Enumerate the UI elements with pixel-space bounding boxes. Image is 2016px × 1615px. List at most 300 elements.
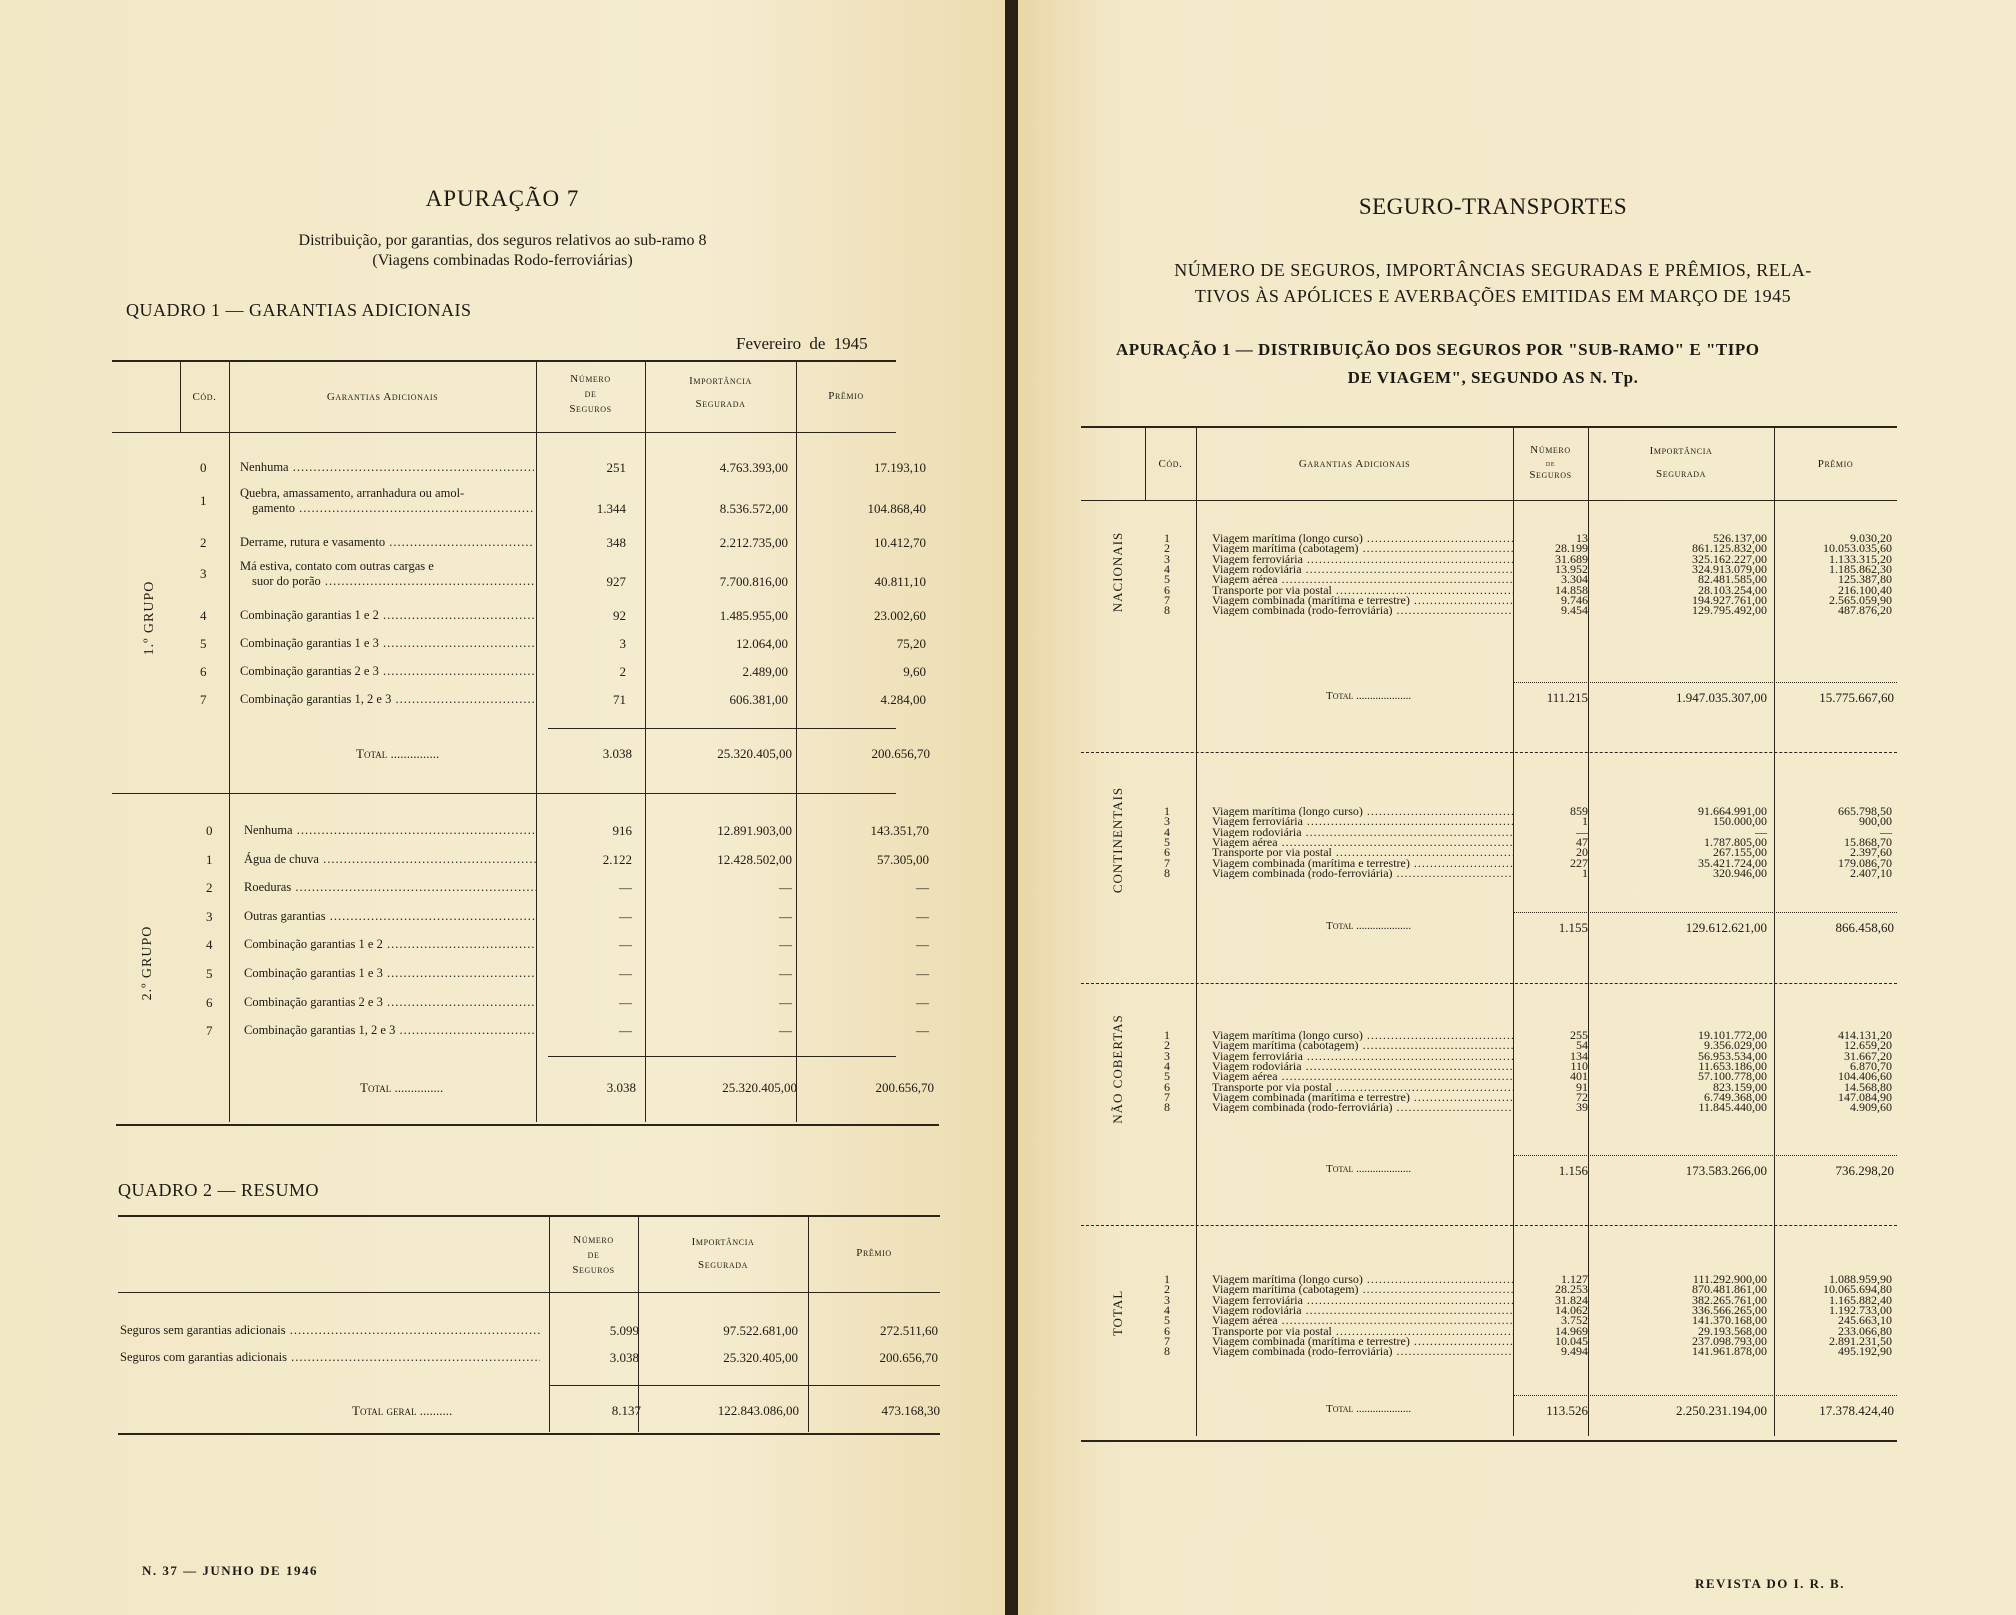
section-row-importancia: 9.356.029,00 xyxy=(1704,1038,1767,1052)
section-row-importancia: 141.370.168,00 xyxy=(1692,1313,1767,1327)
section-row-premio: 216.100,40 xyxy=(1838,583,1892,597)
grupo2-total-importancia: 25.320.405,00 xyxy=(722,1080,797,1095)
section-row-desc: Transporte por via postal ..... xyxy=(1212,585,1513,596)
table-row-desc: Nenhuma ..... xyxy=(240,460,534,475)
section-total-numero: 1.156 xyxy=(1558,1163,1588,1178)
table-row-desc: Outras garantias ..... xyxy=(244,909,536,924)
section-row-importancia: 267.155,00 xyxy=(1713,845,1767,859)
section-row-numero: 859 xyxy=(1570,804,1588,818)
table-row-numero: 927 xyxy=(606,574,626,589)
section-total-numero: 111.215 xyxy=(1546,690,1588,705)
section-row-desc: Viagem ferroviária ..... xyxy=(1212,1051,1513,1062)
section-row-importancia: 29.193.568,00 xyxy=(1698,1324,1767,1338)
seguro-title: SEGURO-TRANSPORTES xyxy=(1358,194,1628,219)
section-row-importancia: 57.100.778,00 xyxy=(1698,1069,1767,1083)
resumo-total-numero: 8.137 xyxy=(611,1403,641,1418)
section-row-importancia: 111.292.900,00 xyxy=(1692,1272,1767,1286)
resumo-row-premio: 200.656,70 xyxy=(879,1350,938,1365)
table-row-cod: 7 xyxy=(200,692,207,707)
subtitle-line1: Distribuição, por garantias, dos seguros relativos ao sub-ramo 8 xyxy=(298,232,707,249)
resumo-row-numero: 5.099 xyxy=(609,1323,639,1338)
section-label: NÃO COBERTAS xyxy=(1110,1014,1125,1124)
left-page xyxy=(0,0,1005,1615)
section-row-importancia: 526.137,00 xyxy=(1713,531,1767,545)
section-row-premio: 495.192,90 xyxy=(1838,1344,1892,1358)
table-row-numero: 2 xyxy=(619,664,626,679)
section-row-importancia: 6.749.368,00 xyxy=(1704,1090,1767,1104)
section-row-numero: 1.127 xyxy=(1561,1272,1588,1286)
section-row-cod: 3 xyxy=(1164,1049,1170,1063)
table-row-numero: — xyxy=(619,937,632,952)
resumo-total-label: Total geral .......... xyxy=(352,1403,453,1418)
grupo2-label: 2.º GRUPO xyxy=(140,925,155,1001)
section-row-importancia: 870.481.861,00 xyxy=(1692,1282,1767,1296)
table-row-numero: — xyxy=(619,995,632,1010)
table-row-desc: Combinação garantias 2 e 3 ..... xyxy=(240,664,534,679)
table-row-importancia: — xyxy=(779,995,792,1010)
section-row-numero: 3.752 xyxy=(1561,1313,1588,1327)
section-row-premio: 15.868,70 xyxy=(1844,835,1892,849)
section-row-cod: 8 xyxy=(1164,866,1170,880)
section-row-desc: Viagem combinada (marítima e terrestre) ..... xyxy=(1212,858,1513,869)
section-row-desc: Viagem combinada (rodo-ferroviária) ..... xyxy=(1212,1102,1513,1113)
section-row-desc: Viagem rodoviária ..... xyxy=(1212,564,1513,575)
col-header-premio: Prêmio xyxy=(828,390,864,402)
section-row-desc: Viagem ferroviária ..... xyxy=(1212,1295,1513,1306)
resumo-header-premio: Prêmio xyxy=(856,1247,892,1259)
grupo1-total-importancia: 25.320.405,00 xyxy=(717,746,792,761)
section-row-desc: Viagem marítima (cabotagem) ..... xyxy=(1212,1284,1513,1295)
section-row-numero: 9.494 xyxy=(1561,1344,1588,1358)
table-row-desc: Quebra, amassamento, arranhadura ou amol- xyxy=(240,486,465,500)
table-row-cod: 4 xyxy=(200,608,207,623)
section-row-numero: 31.689 xyxy=(1555,552,1588,566)
section-row-premio: 14.568,80 xyxy=(1844,1080,1892,1094)
section-row-importancia: 336.566.265,00 xyxy=(1692,1303,1767,1317)
table-row-desc-cont: suor do porão ..... xyxy=(252,574,534,589)
section-row-premio: 233.066,80 xyxy=(1838,1324,1892,1338)
section-row-cod: 5 xyxy=(1164,1069,1170,1083)
section-row-numero: 54 xyxy=(1576,1038,1588,1052)
right-col-header-cod: Cód. xyxy=(1158,458,1183,470)
left-footer: N. 37 — JUNHO DE 1946 xyxy=(142,1563,318,1578)
section-row-numero: 401 xyxy=(1570,1069,1588,1083)
section-row-desc: Viagem combinada (marítima e terrestre) ..... xyxy=(1212,595,1513,606)
section-row-cod: 8 xyxy=(1164,1100,1170,1114)
section-row-importancia: — xyxy=(1755,825,1767,839)
section-row-importancia: 324.913.079,00 xyxy=(1692,562,1767,576)
section-row-cod: 6 xyxy=(1164,1080,1170,1094)
table-row-desc-cont: gamento ..... xyxy=(252,501,534,516)
section-total-importancia: 129.612.621,00 xyxy=(1685,920,1767,935)
section-row-importancia: 320.946,00 xyxy=(1713,866,1767,880)
right-page xyxy=(1018,0,2016,1615)
col-header-cod: Cód. xyxy=(192,391,217,403)
section-row-importancia: 56.953.534,00 xyxy=(1698,1049,1767,1063)
table-row-importancia: 2.212.735,00 xyxy=(719,535,788,550)
col-header-garantias: Garantias Adicionais xyxy=(326,391,439,403)
grupo2-total-label: Total ............... xyxy=(360,1080,444,1095)
section-row-premio: 665.798,50 xyxy=(1838,804,1892,818)
section-total-label: Total .................... xyxy=(1326,690,1412,702)
table-row-cod: 6 xyxy=(200,664,207,679)
section-row-cod: 1 xyxy=(1164,1028,1170,1042)
table-row-cod: 2 xyxy=(206,880,213,895)
section-row-cod: 5 xyxy=(1164,1313,1170,1327)
section-row-desc: Viagem ferroviária ..... xyxy=(1212,816,1513,827)
section-row-cod: 7 xyxy=(1164,593,1170,607)
table-row-cod: 0 xyxy=(206,823,213,838)
section-row-numero: 9.454 xyxy=(1561,603,1588,617)
section-row-importancia: 823.159,00 xyxy=(1713,1080,1767,1094)
table-row-importancia: 8.536.572,00 xyxy=(719,501,788,516)
grupo2-total-numero: 3.038 xyxy=(606,1080,636,1095)
section-row-numero: 255 xyxy=(1570,1028,1588,1042)
section-row-numero: 28.253 xyxy=(1555,1282,1588,1296)
section-row-numero: 13 xyxy=(1576,531,1588,545)
section-row-numero: 72 xyxy=(1576,1090,1588,1104)
table-row-desc: Água de chuva ..... xyxy=(244,852,536,867)
table-row-desc: Roeduras ..... xyxy=(244,880,536,895)
section-total-label: Total .................... xyxy=(1326,1403,1412,1415)
section-row-importancia: 82.481.585,00 xyxy=(1698,572,1767,586)
section-label: TOTAL xyxy=(1110,1290,1125,1337)
table-row-importancia: — xyxy=(779,937,792,952)
section-row-importancia: 325.162.227,00 xyxy=(1692,552,1767,566)
section-row-premio: 10.065.694,80 xyxy=(1823,1282,1892,1296)
resumo-row-importancia: 25.320.405,00 xyxy=(723,1350,798,1365)
section-row-numero: 9.746 xyxy=(1561,593,1588,607)
section-row-cod: 4 xyxy=(1164,562,1170,576)
table-row-importancia: 12.891.903,00 xyxy=(717,823,792,838)
table-row-importancia: — xyxy=(779,880,792,895)
section-row-importancia: 141.961.878,00 xyxy=(1692,1344,1767,1358)
section-row-premio: 125.387,80 xyxy=(1838,572,1892,586)
resumo-total-premio: 473.168,30 xyxy=(881,1403,940,1418)
section-row-desc: Transporte por via postal ..... xyxy=(1212,847,1513,858)
section-row-desc: Viagem combinada (rodo-ferroviária) ..... xyxy=(1212,868,1513,879)
table-row-importancia: 606.381,00 xyxy=(729,692,788,707)
section-row-premio: 12.659,20 xyxy=(1844,1038,1892,1052)
table-row-desc: Combinação garantias 1 e 3 ..... xyxy=(244,966,536,981)
table-row-cod: 6 xyxy=(206,995,213,1010)
table-row-premio: — xyxy=(916,909,929,924)
table-row-desc: Combinação garantias 2 e 3 ..... xyxy=(244,995,536,1010)
section-total-importancia: 1.947.035.307,00 xyxy=(1676,690,1767,705)
section-row-premio: 1.088.959,90 xyxy=(1829,1272,1892,1286)
table-row-numero: — xyxy=(619,1023,632,1038)
section-row-desc: Viagem aérea ..... xyxy=(1212,1071,1513,1082)
section-row-premio: 10.053.035,60 xyxy=(1823,541,1892,555)
table-row-importancia: 1.485.955,00 xyxy=(719,608,788,623)
section-row-numero: 227 xyxy=(1570,856,1588,870)
section-row-cod: 2 xyxy=(1164,1038,1170,1052)
grupo1-total-numero: 3.038 xyxy=(602,746,632,761)
section-total-premio: 736.298,20 xyxy=(1835,1163,1894,1178)
table-row-premio: — xyxy=(916,1023,929,1038)
section-row-premio: 4.909,60 xyxy=(1850,1100,1892,1114)
section-row-numero: 28.199 xyxy=(1555,541,1588,555)
section-row-desc: Viagem combinada (rodo-ferroviária) ..... xyxy=(1212,605,1513,616)
section-row-premio: 1.133.315,20 xyxy=(1829,552,1892,566)
period-label: Fevereiro de 1945 xyxy=(736,334,868,353)
resumo-row-desc: Seguros sem garantias adicionais ..... xyxy=(120,1323,540,1338)
resumo-row-numero: 3.038 xyxy=(609,1350,639,1365)
section-row-importancia: 35.421.724,00 xyxy=(1698,856,1767,870)
section-row-cod: 3 xyxy=(1164,1293,1170,1307)
section-row-desc: Transporte por via postal ..... xyxy=(1212,1082,1513,1093)
table-row-importancia: — xyxy=(779,909,792,924)
table-row-cod: 1 xyxy=(200,493,207,508)
table-row-cod: 0 xyxy=(200,460,207,475)
section-label: CONTINENTAIS xyxy=(1110,786,1125,894)
section-row-desc: Viagem aérea ..... xyxy=(1212,574,1513,585)
section-row-desc: Viagem marítima (longo curso) ..... xyxy=(1212,1030,1513,1041)
col-header-importancia: Importância Segurada xyxy=(689,375,752,410)
section-row-cod: 7 xyxy=(1164,1090,1170,1104)
section-row-numero: 110 xyxy=(1570,1059,1588,1073)
table-row-desc: Nenhuma ..... xyxy=(244,823,536,838)
section-row-cod: 4 xyxy=(1164,825,1170,839)
section-row-cod: 5 xyxy=(1164,572,1170,586)
section-row-numero: 14.858 xyxy=(1555,583,1588,597)
section-row-importancia: 11.653.186,00 xyxy=(1698,1059,1767,1073)
section-row-numero: 14.062 xyxy=(1555,1303,1588,1317)
section-row-importancia: 237.098.793,00 xyxy=(1692,1334,1767,1348)
section-row-desc: Viagem marítima (longo curso) ..... xyxy=(1212,806,1513,817)
section-row-cod: 2 xyxy=(1164,1282,1170,1296)
table-row-premio: — xyxy=(916,937,929,952)
table-row-desc: Derrame, rutura e vasamento ..... xyxy=(240,535,534,550)
section-row-numero: 20 xyxy=(1576,845,1588,859)
section-row-premio: 6.870,70 xyxy=(1850,1059,1892,1073)
table-row-premio: 4.284,00 xyxy=(880,692,926,707)
section-row-desc: Viagem marítima (longo curso) ..... xyxy=(1212,1274,1513,1285)
section-total-premio: 15.775.667,60 xyxy=(1819,690,1894,705)
right-subtitle-line1: NÚMERO DE SEGUROS, IMPORTÂNCIAS SEGURADAS E PRÊMIOS, RELA- xyxy=(1174,260,1812,280)
table-row-importancia: 12.064,00 xyxy=(736,636,788,651)
section-row-cod: 7 xyxy=(1164,856,1170,870)
table-row-premio: 104.868,40 xyxy=(867,501,926,516)
right-col-header-numero: Número de Seguros xyxy=(1529,444,1572,481)
section-label: NACIONAIS xyxy=(1110,531,1125,613)
section-row-premio: 179.086,70 xyxy=(1838,856,1892,870)
section-row-desc: Viagem ferroviária ..... xyxy=(1212,554,1513,565)
section-row-premio: 900,00 xyxy=(1859,814,1892,828)
table-row-numero: 251 xyxy=(606,460,626,475)
table-row-desc: Combinação garantias 1, 2 e 3 ..... xyxy=(244,1023,536,1038)
section-row-desc: Viagem rodoviária ..... xyxy=(1212,1061,1513,1072)
section-total-importancia: 173.583.266,00 xyxy=(1685,1163,1767,1178)
section-row-desc: Viagem aérea ..... xyxy=(1212,837,1513,848)
table-row-cod: 1 xyxy=(206,852,213,867)
right-col-header-importancia: Importância Segurada xyxy=(1649,445,1713,480)
section-row-premio: 2.397,60 xyxy=(1850,845,1892,859)
table-row-cod: 4 xyxy=(206,937,213,952)
table-row-numero: 3 xyxy=(619,636,626,651)
table-row-desc: Má estiva, contato com outras cargas e xyxy=(240,559,434,573)
section-row-premio: 1.192.733,00 xyxy=(1829,1303,1892,1317)
right-subtitle-line2: TIVOS ÀS APÓLICES E AVERBAÇÕES EMITIDAS EM MARÇO DE 1945 xyxy=(1194,286,1792,306)
section-row-cod: 7 xyxy=(1164,1334,1170,1348)
section-row-premio: 147.084,90 xyxy=(1838,1090,1892,1104)
section-row-numero: 14.969 xyxy=(1555,1324,1588,1338)
section-row-numero: 1 xyxy=(1582,866,1588,880)
section-row-cod: 2 xyxy=(1164,541,1170,555)
section-row-cod: 3 xyxy=(1164,552,1170,566)
resumo-row-importancia: 97.522.681,00 xyxy=(723,1323,798,1338)
table-row-premio: — xyxy=(916,880,929,895)
section-row-importancia: 150.000,00 xyxy=(1713,814,1767,828)
section-row-numero: 10.045 xyxy=(1555,1334,1588,1348)
resumo-row-desc: Seguros com garantias adicionais ..... xyxy=(120,1350,540,1365)
apuracao-title: APURAÇÃO 7 xyxy=(425,186,580,211)
quadro2-title: QUADRO 2 — RESUMO xyxy=(118,1180,320,1200)
section-row-importancia: 861.125.832,00 xyxy=(1692,541,1767,555)
section-row-importancia: 19.101.772,00 xyxy=(1698,1028,1767,1042)
table-row-importancia: 12.428.502,00 xyxy=(717,852,792,867)
section-row-cod: 5 xyxy=(1164,835,1170,849)
section-row-importancia: 129.795.492,00 xyxy=(1692,603,1767,617)
table-row-importancia: 7.700.816,00 xyxy=(719,574,788,589)
section-row-importancia: 28.103.254,00 xyxy=(1698,583,1767,597)
table-row-importancia: 4.763.393,00 xyxy=(719,460,788,475)
apuracao1-line2: DE VIAGEM", SEGUNDO AS N. Tp. xyxy=(1347,368,1639,387)
grupo1-total-label: Total ............... xyxy=(356,746,440,761)
section-row-premio: 1.165.882,40 xyxy=(1829,1293,1892,1307)
table-row-desc: Combinação garantias 1, 2 e 3 ..... xyxy=(240,692,534,707)
section-row-premio: 2.407,10 xyxy=(1850,866,1892,880)
section-row-importancia: 91.664.991,00 xyxy=(1698,804,1767,818)
table-row-numero: 916 xyxy=(612,823,632,838)
section-row-premio: 245.663,10 xyxy=(1838,1313,1892,1327)
section-row-numero: 91 xyxy=(1576,1080,1588,1094)
table-row-numero: — xyxy=(619,880,632,895)
section-row-cod: 6 xyxy=(1164,1324,1170,1338)
section-total-numero: 113.526 xyxy=(1546,1403,1588,1418)
resumo-header-importancia: Importância Segurada xyxy=(691,1236,755,1271)
section-row-numero: 134 xyxy=(1570,1049,1588,1063)
section-row-desc: Viagem rodoviária ..... xyxy=(1212,1305,1513,1316)
section-row-numero: 13.952 xyxy=(1555,562,1588,576)
table-row-cod: 2 xyxy=(200,535,207,550)
table-row-premio: 17.193,10 xyxy=(874,460,926,475)
section-row-cod: 1 xyxy=(1164,804,1170,818)
resumo-header-numero: Número de Seguros xyxy=(572,1234,615,1276)
table-row-importancia: 2.489,00 xyxy=(742,664,788,679)
section-row-desc: Viagem marítima (cabotagem) ..... xyxy=(1212,1040,1513,1051)
table-row-numero: — xyxy=(619,909,632,924)
table-row-numero: 71 xyxy=(613,692,626,707)
section-row-premio: 9.030,20 xyxy=(1850,531,1892,545)
table-row-cod: 5 xyxy=(206,966,213,981)
table-row-desc: Combinação garantias 1 e 3 ..... xyxy=(240,636,534,651)
right-footer: REVISTA DO I. R. B. xyxy=(1695,1576,1845,1591)
table-row-numero: 92 xyxy=(613,608,626,623)
section-row-desc: Viagem combinada (rodo-ferroviária) ..... xyxy=(1212,1346,1513,1357)
table-row-cod: 7 xyxy=(206,1023,213,1038)
table-row-desc: Combinação garantias 1 e 2 ..... xyxy=(244,937,536,952)
section-row-cod: 4 xyxy=(1164,1303,1170,1317)
grupo1-label: 1.º GRUPO xyxy=(142,580,157,656)
section-row-cod: 3 xyxy=(1164,814,1170,828)
table-row-premio: — xyxy=(916,966,929,981)
section-row-importancia: 1.787.805,00 xyxy=(1704,835,1767,849)
section-row-numero: 31.824 xyxy=(1555,1293,1588,1307)
table-row-desc: Combinação garantias 1 e 2 ..... xyxy=(240,608,534,623)
section-row-desc: Viagem combinada (marítima e terrestre) ..... xyxy=(1212,1336,1513,1347)
right-col-header-premio: Prêmio xyxy=(1817,458,1854,470)
section-row-desc: Viagem marítima (longo curso) ..... xyxy=(1212,533,1513,544)
section-total-premio: 17.378.424,40 xyxy=(1819,1403,1894,1418)
col-header-numero: Número de Seguros xyxy=(569,373,612,415)
table-row-premio: 23.002,60 xyxy=(874,608,926,623)
section-row-importancia: 194.927.761,00 xyxy=(1692,593,1767,607)
table-row-premio: — xyxy=(916,995,929,1010)
table-row-premio: 9,60 xyxy=(903,664,926,679)
section-row-cod: 1 xyxy=(1164,1272,1170,1286)
section-row-premio: 2.565.059,90 xyxy=(1829,593,1892,607)
section-row-premio: 31.667,20 xyxy=(1844,1049,1892,1063)
table-row-numero: 348 xyxy=(606,535,626,550)
table-row-cod: 5 xyxy=(200,636,207,651)
section-row-cod: 6 xyxy=(1164,845,1170,859)
section-row-numero: 39 xyxy=(1576,1100,1588,1114)
subtitle-line2: (Viagens combinadas Rodo-ferroviárias) xyxy=(372,252,633,269)
section-row-premio: 104.406,60 xyxy=(1838,1069,1892,1083)
section-row-importancia: 11.845.440,00 xyxy=(1698,1100,1767,1114)
section-row-premio: 487.876,20 xyxy=(1838,603,1892,617)
section-row-desc: Viagem marítima (cabotagem) ..... xyxy=(1212,543,1513,554)
section-row-numero: — xyxy=(1576,825,1588,839)
section-total-numero: 1.155 xyxy=(1558,920,1588,935)
section-total-importancia: 2.250.231.194,00 xyxy=(1676,1403,1767,1418)
section-row-cod: 6 xyxy=(1164,583,1170,597)
apuracao1-line1: APURAÇÃO 1 — DISTRIBUIÇÃO DOS SEGUROS POR "SUB-RAMO" E "TIPO xyxy=(1116,340,1760,359)
section-total-label: Total .................... xyxy=(1326,1163,1412,1175)
table-row-numero: 1.344 xyxy=(596,501,626,516)
section-row-premio: 1.185.862,30 xyxy=(1829,562,1892,576)
section-total-premio: 866.458,60 xyxy=(1835,920,1894,935)
section-row-cod: 1 xyxy=(1164,531,1170,545)
section-row-importancia: 382.265.761,00 xyxy=(1692,1293,1767,1307)
quadro1-title: QUADRO 1 — GARANTIAS ADICIONAIS xyxy=(126,300,472,320)
section-row-premio: 414.131,20 xyxy=(1838,1028,1892,1042)
section-row-cod: 8 xyxy=(1164,1344,1170,1358)
table-row-importancia: — xyxy=(779,966,792,981)
table-row-premio: 40.811,10 xyxy=(874,574,926,589)
table-row-premio: 143.351,70 xyxy=(870,823,929,838)
section-row-cod: 4 xyxy=(1164,1059,1170,1073)
table-row-importancia: — xyxy=(779,1023,792,1038)
grupo1-total-premio: 200.656,70 xyxy=(871,746,930,761)
section-row-desc: Transporte por via postal ..... xyxy=(1212,1326,1513,1337)
section-row-desc: Viagem combinada (marítima e terrestre) ..... xyxy=(1212,1092,1513,1103)
section-row-numero: 3.304 xyxy=(1561,572,1588,586)
resumo-row-premio: 272.511,60 xyxy=(879,1323,938,1338)
resumo-total-importancia: 122.843.086,00 xyxy=(717,1403,799,1418)
section-row-desc: Viagem rodoviária ..... xyxy=(1212,827,1513,838)
table-row-cod: 3 xyxy=(206,909,213,924)
section-row-premio: 2.891.231,50 xyxy=(1829,1334,1892,1348)
table-row-premio: 10.412,70 xyxy=(874,535,926,550)
right-col-header-garantias: Garantias Adicionais xyxy=(1298,458,1411,470)
section-total-label: Total .................... xyxy=(1326,920,1412,932)
section-row-cod: 8 xyxy=(1164,603,1170,617)
table-row-cod: 3 xyxy=(200,566,207,581)
table-row-numero: — xyxy=(619,966,632,981)
table-row-numero: 2.122 xyxy=(602,852,632,867)
